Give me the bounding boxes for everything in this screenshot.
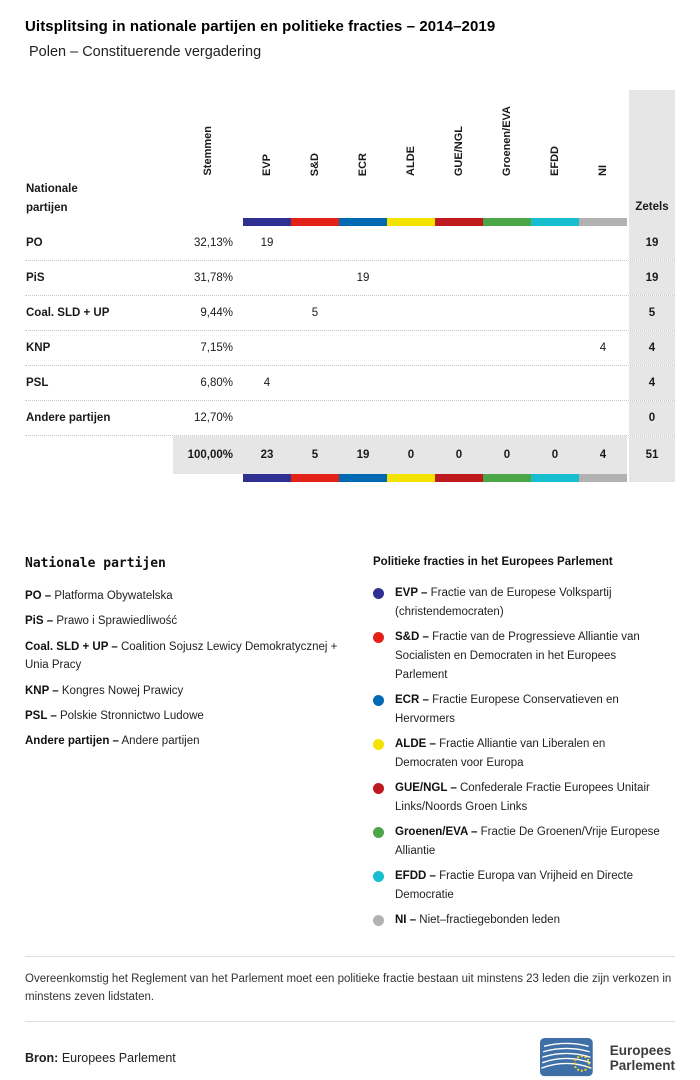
total-stemmen: 100,00% — [173, 436, 243, 474]
seats-evp: 19 — [260, 237, 274, 249]
zetels-column-label: Zetels — [635, 201, 669, 213]
party-name: Coal. SLD + UP — [26, 307, 110, 319]
seats-guengl — [435, 296, 483, 330]
bottom-color-bars — [25, 474, 675, 482]
ep-logo-icon — [540, 1036, 600, 1080]
seats-alde — [387, 366, 435, 400]
seats-efdd — [531, 401, 579, 435]
groenen-color-bar — [483, 218, 531, 226]
table-row — [25, 296, 675, 331]
seats-alde — [387, 331, 435, 365]
total-ni: 4 — [579, 436, 627, 474]
total-row-spacer — [25, 436, 173, 474]
legend-party-item: PSL – Polskie Stronnictwo Ludowe — [25, 709, 204, 722]
seats-groenen — [483, 296, 531, 330]
stemmen-value: 31,78% — [193, 272, 233, 284]
total-guengl: 0 — [435, 436, 483, 474]
ep-logo — [540, 1036, 675, 1080]
legend-group-text: ECR – Fractie Europese Conservatieven en Hervormers — [395, 693, 619, 725]
seats-ecr: 19 — [356, 272, 370, 284]
seats-evp: 4 — [263, 377, 271, 389]
seats-alde — [387, 401, 435, 435]
groenen-column-label: Groenen/EVA — [501, 105, 513, 176]
column-ecr — [339, 90, 387, 226]
ecr-color-bar — [339, 218, 387, 226]
seats-guengl — [435, 366, 483, 400]
legend-groups-title: Politieke fracties in het Europees Parlement — [373, 556, 613, 568]
seats-evp — [243, 261, 291, 295]
column-guengl — [435, 90, 483, 226]
seats-efdd — [531, 331, 579, 365]
sd-color-bar — [291, 218, 339, 226]
page-title: Uitsplitsing in nationale partijen en politieke fracties – 2014–2019 — [25, 18, 496, 35]
legend-party-item: PiS – Prawo i Sprawiedliwość — [25, 615, 178, 628]
efdd-column-label: EFDD — [549, 146, 561, 176]
sd-column-label: S&D — [309, 152, 321, 176]
ni-legend-dot — [373, 915, 384, 926]
seats-ecr — [339, 401, 387, 435]
party-name: Andere partijen — [26, 412, 111, 424]
evp-column-label: EVP — [261, 153, 273, 176]
legend-group-item — [373, 867, 675, 905]
seats-ecr — [339, 331, 387, 365]
party-name: KNP — [26, 342, 51, 354]
legend-political-groups — [373, 556, 675, 936]
column-efdd — [531, 90, 579, 226]
alde-column-label: ALDE — [405, 146, 417, 176]
table-row — [25, 331, 675, 366]
table-row — [25, 401, 675, 436]
seats-sd — [291, 261, 339, 295]
column-zetels — [627, 90, 675, 226]
ni-column-label: NI — [597, 165, 609, 176]
seats-ni — [579, 366, 627, 400]
efdd-legend-dot — [373, 871, 384, 882]
legend-group-item — [373, 779, 675, 817]
page-subtitle: Polen – Constituerende vergadering — [29, 44, 262, 60]
legend-party-item: KNP – Kongres Nowej Prawicy — [25, 684, 184, 697]
legend-party-item: PO – Platforma Obywatelska — [25, 590, 173, 602]
stemmen-spacer-bar — [173, 218, 243, 226]
results-table — [25, 90, 675, 482]
seats-alde — [387, 296, 435, 330]
party-name: PSL — [26, 377, 49, 389]
seats-ni — [579, 261, 627, 295]
legend-national-parties — [25, 556, 373, 936]
seats-groenen — [483, 401, 531, 435]
seats-ecr — [339, 366, 387, 400]
seats-sd — [291, 401, 339, 435]
ni-color-bar — [579, 218, 627, 226]
zetels-value: 0 — [627, 401, 675, 435]
seats-alde — [387, 226, 435, 260]
seats-ecr — [339, 226, 387, 260]
legend-group-item — [373, 911, 675, 930]
total-alde: 0 — [387, 436, 435, 474]
zetels-column-footer — [627, 474, 675, 482]
seats-evp — [243, 331, 291, 365]
total-evp: 23 — [243, 436, 291, 474]
ni-color-bar — [579, 474, 627, 482]
legend-group-text: ALDE – Fractie Alliantie van Liberalen en Democraten voor Europa — [395, 737, 606, 769]
total-ecr: 19 — [339, 436, 387, 474]
seats-sd: 5 — [311, 307, 319, 319]
seats-ni — [579, 226, 627, 260]
legend-group-text: NI – Niet–fractiegebonden leden — [395, 913, 560, 926]
footnote: Overeenkomstig het Reglement van het Parlement moet een politieke fractie bestaan uit minstens 23 leden die zijn verkozen in minstens zeven lidstaten. — [25, 956, 675, 1023]
column-evp — [243, 90, 291, 226]
guengl-color-bar — [435, 218, 483, 226]
total-row — [25, 436, 675, 474]
legend-section — [25, 556, 675, 936]
party-name: PO — [26, 237, 43, 249]
stemmen-value: 9,44% — [200, 307, 233, 319]
ecr-legend-dot — [373, 695, 384, 706]
seats-groenen — [483, 331, 531, 365]
seats-efdd — [531, 366, 579, 400]
stemmen-column-label: Stemmen — [202, 126, 214, 176]
evp-legend-dot — [373, 588, 384, 599]
party-name: PiS — [26, 272, 45, 284]
source-line: Bron: Europees Parlement — [25, 1051, 176, 1066]
legend-party-item: Coal. SLD + UP – Coalition Sojusz Lewicy Demokratycznej + Unia Pracy — [25, 640, 338, 672]
table-row — [25, 226, 675, 261]
groenen-legend-dot — [373, 827, 384, 838]
legend-group-text: Groenen/EVA – Fractie De Groenen/Vrije Europese Alliantie — [395, 825, 660, 857]
seats-efdd — [531, 296, 579, 330]
alde-color-bar — [387, 474, 435, 482]
zetels-value: 4 — [627, 366, 675, 400]
zetels-value: 19 — [627, 261, 675, 295]
seats-sd — [291, 366, 339, 400]
guengl-legend-dot — [373, 783, 384, 794]
evp-color-bar — [243, 218, 291, 226]
seats-sd — [291, 331, 339, 365]
seats-ni: 4 — [599, 342, 607, 354]
seats-evp — [243, 296, 291, 330]
seats-ni — [579, 296, 627, 330]
legend-group-text: GUE/NGL – Confederale Fractie Europees Unitair Links/Noords Groen Links — [395, 781, 650, 813]
stemmen-value: 6,80% — [200, 377, 233, 389]
total-efdd: 0 — [531, 436, 579, 474]
evp-color-bar — [243, 474, 291, 482]
legend-group-item — [373, 584, 675, 622]
column-sd — [291, 90, 339, 226]
alde-legend-dot — [373, 739, 384, 750]
guengl-column-label: GUE/NGL — [453, 125, 465, 176]
ecr-column-label: ECR — [357, 152, 369, 176]
column-stemmen — [173, 90, 243, 226]
total-sd: 5 — [291, 436, 339, 474]
seats-groenen — [483, 366, 531, 400]
legend-group-text: S&D – Fractie van de Progressieve Alliantie van Socialisten en Democraten in het Europees Parlement — [395, 630, 640, 681]
seats-efdd — [531, 226, 579, 260]
sd-legend-dot — [373, 632, 384, 643]
stemmen-value: 32,13% — [193, 237, 233, 249]
stemmen-value: 7,15% — [200, 342, 233, 354]
table-header — [25, 90, 675, 226]
seats-guengl — [435, 331, 483, 365]
column-groenen — [483, 90, 531, 226]
sd-color-bar — [291, 474, 339, 482]
legend-party-item: Andere partijen – Andere partijen — [25, 735, 200, 748]
groenen-color-bar — [483, 474, 531, 482]
seats-groenen — [483, 261, 531, 295]
seats-guengl — [435, 401, 483, 435]
seats-sd — [291, 226, 339, 260]
ep-logo-text: Europees Parlement — [609, 1042, 675, 1074]
row-header-cell — [25, 90, 173, 226]
legend-group-item — [373, 691, 675, 729]
zetels-value: 4 — [627, 331, 675, 365]
stemmen-value: 12,70% — [193, 412, 233, 424]
seats-ni — [579, 401, 627, 435]
row-header-label: Nationale partijen — [26, 183, 78, 214]
legend-group-item — [373, 735, 675, 773]
zetels-value: 19 — [627, 226, 675, 260]
footer — [25, 1036, 675, 1080]
legend-group-text: EVP – Fractie van de Europese Volkspartij (christendemocraten) — [395, 587, 612, 618]
ecr-color-bar — [339, 474, 387, 482]
legend-parties-title: Nationale partijen — [25, 556, 166, 571]
legend-group-text: EFDD – Fractie Europa van Vrijheid en Directe Democratie — [395, 869, 633, 901]
legend-group-item — [373, 823, 675, 861]
seats-ecr — [339, 296, 387, 330]
zetels-value: 5 — [627, 296, 675, 330]
seats-guengl — [435, 226, 483, 260]
efdd-color-bar — [531, 474, 579, 482]
efdd-color-bar — [531, 218, 579, 226]
seats-alde — [387, 261, 435, 295]
seats-groenen — [483, 226, 531, 260]
total-zetels: 51 — [627, 436, 675, 474]
alde-color-bar — [387, 218, 435, 226]
seats-efdd — [531, 261, 579, 295]
legend-group-item — [373, 628, 675, 685]
table-row — [25, 261, 675, 296]
seats-guengl — [435, 261, 483, 295]
column-ni — [579, 90, 627, 226]
seats-evp — [243, 401, 291, 435]
column-alde — [387, 90, 435, 226]
total-groenen: 0 — [483, 436, 531, 474]
table-row — [25, 366, 675, 401]
guengl-color-bar — [435, 474, 483, 482]
